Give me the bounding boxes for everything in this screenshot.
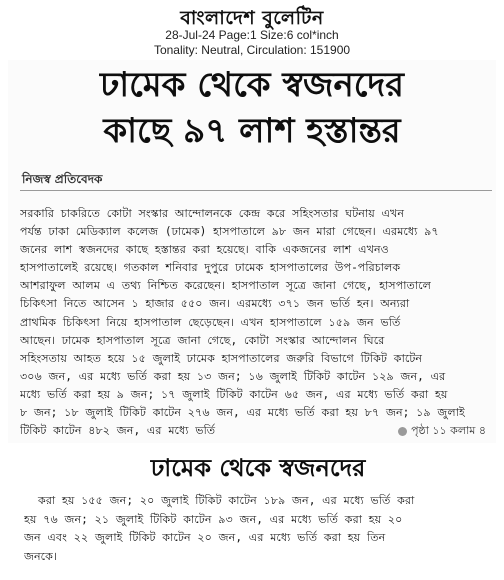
continuation-line: জন এবং ২২ জুলাই টিকিট কাটেন ২০ জন, এর মধ্যে ভর্তি করা হয় তিন <box>24 531 386 544</box>
headline-line-1: ঢামেক থেকে স্বজনদের <box>100 65 404 105</box>
body-line: জনের লাশ স্বজনদের কাছে হস্তান্তর করা হয়েছে। বাকি একজনের লাশ এখনও <box>20 243 389 257</box>
body-line: পর্যন্ত ঢাকা মেডিক্যাল কলেজ (ঢামেক) হাসপাতালে ৯৮ জন মারা গেছেন। এরমধ্যে ৯৭ <box>20 225 439 239</box>
continuation-body <box>24 492 492 566</box>
body-line: সহিংসতায় আহত হয়ে ১৫ জুলাই ঢামেক হাসপাতালের জরুরি বিভাগে টিকিট কাটেন <box>20 351 423 365</box>
headline-line-2: কাছে ৯৭ লাশ হস্তান্তর <box>103 111 401 151</box>
body-line: আছেন। ঢামেক হাসপাতাল সূত্রে জানা গেছে, কোটা সংস্কার আন্দোলন ঘিরে <box>20 333 385 347</box>
body-line: ৩০৬ জন, এর মধ্যে ভর্তি করা হয় ১৩ জন; ১৬ জুলাই টিকিট কাটেন ১২৯ জন, এর <box>20 369 446 383</box>
body-line: টিকিট কাটেন ৪৮২ জন, এর মধ্যে ভর্তি <box>20 424 216 438</box>
continued-on-page <box>398 422 486 441</box>
body-line: মধ্যে ভর্তি করা হয় ৯ জন; ১৭ জুলাই টিকিট কাটেন ৬৫ জন, এর মধ্যে ভর্তি করা হয় <box>20 387 448 401</box>
bullet-dot-icon <box>398 427 407 436</box>
article-body <box>20 205 494 440</box>
body-line: আশরাফুল আলম এ তথ্য নিশ্চিত করেছেন। হাসপাতাল সূত্রে জানা গেছে, হাসপাতালে <box>20 279 432 293</box>
body-line: সরকারি চাকরিতে কোটা সংস্কার আন্দোলনকে কেন্দ্র করে সহিংসতার ঘটনায় এখন <box>20 207 405 220</box>
body-line: প্রাথমিক চিকিৎসা নিয়ে হাসপাতাল ছেড়েছেন। এখন হাসপাতালে ১৫৯ জন ভর্তি <box>20 315 401 329</box>
continuation-line: হয় ৭৬ জন; ২১ জুলাই টিকিট কাটেন ৯৩ জন, এর মধ্যে ভর্তি করা হয় ২০ <box>24 512 403 526</box>
clipping-meta-date-size: 28-Jul-24 Page:1 Size:6 col*inch <box>165 28 339 42</box>
newspaper-masthead: বাংলাদেশ বুলেটিন <box>180 7 324 29</box>
body-line: ৮ জন; ১৮ জুলাই টিকিট কাটেন ২৭৬ জন, এর মধ্যে ভর্তি করা হয় ৮৭ জন; ১৯ জুলাই <box>20 406 465 420</box>
byline-divider <box>20 190 492 191</box>
article-headline <box>8 62 496 154</box>
continued-label: পৃষ্ঠা ১১ কলাম ৪ <box>411 424 486 437</box>
continuation-line: জনকে। <box>24 549 58 563</box>
clipping-meta-tonality-circulation: Tonality: Neutral, Circulation: 151900 <box>153 43 351 57</box>
body-line: চিকিৎসা নিতে আসেন ১ হাজার ৫৫০ জন। এরমধ্যে ৩৭১ জন ভর্তি হন। অন্যরা <box>20 297 410 311</box>
continuation-headline: ঢামেক থেকে স্বজনদের <box>150 454 366 482</box>
body-line: হাসপাতালেই রয়েছে। গতকাল শনিবার দুপুরে ঢামেক হাসপাতালের উপ-পরিচালক <box>20 261 401 275</box>
continuation-line: করা হয় ১৫৫ জন; ২০ জুলাই টিকিট কাটেন ১৮৯ জন, এর মধ্যে ভর্তি করা <box>38 494 415 507</box>
article-byline: নিজস্ব প্রতিবেদক <box>22 172 103 186</box>
